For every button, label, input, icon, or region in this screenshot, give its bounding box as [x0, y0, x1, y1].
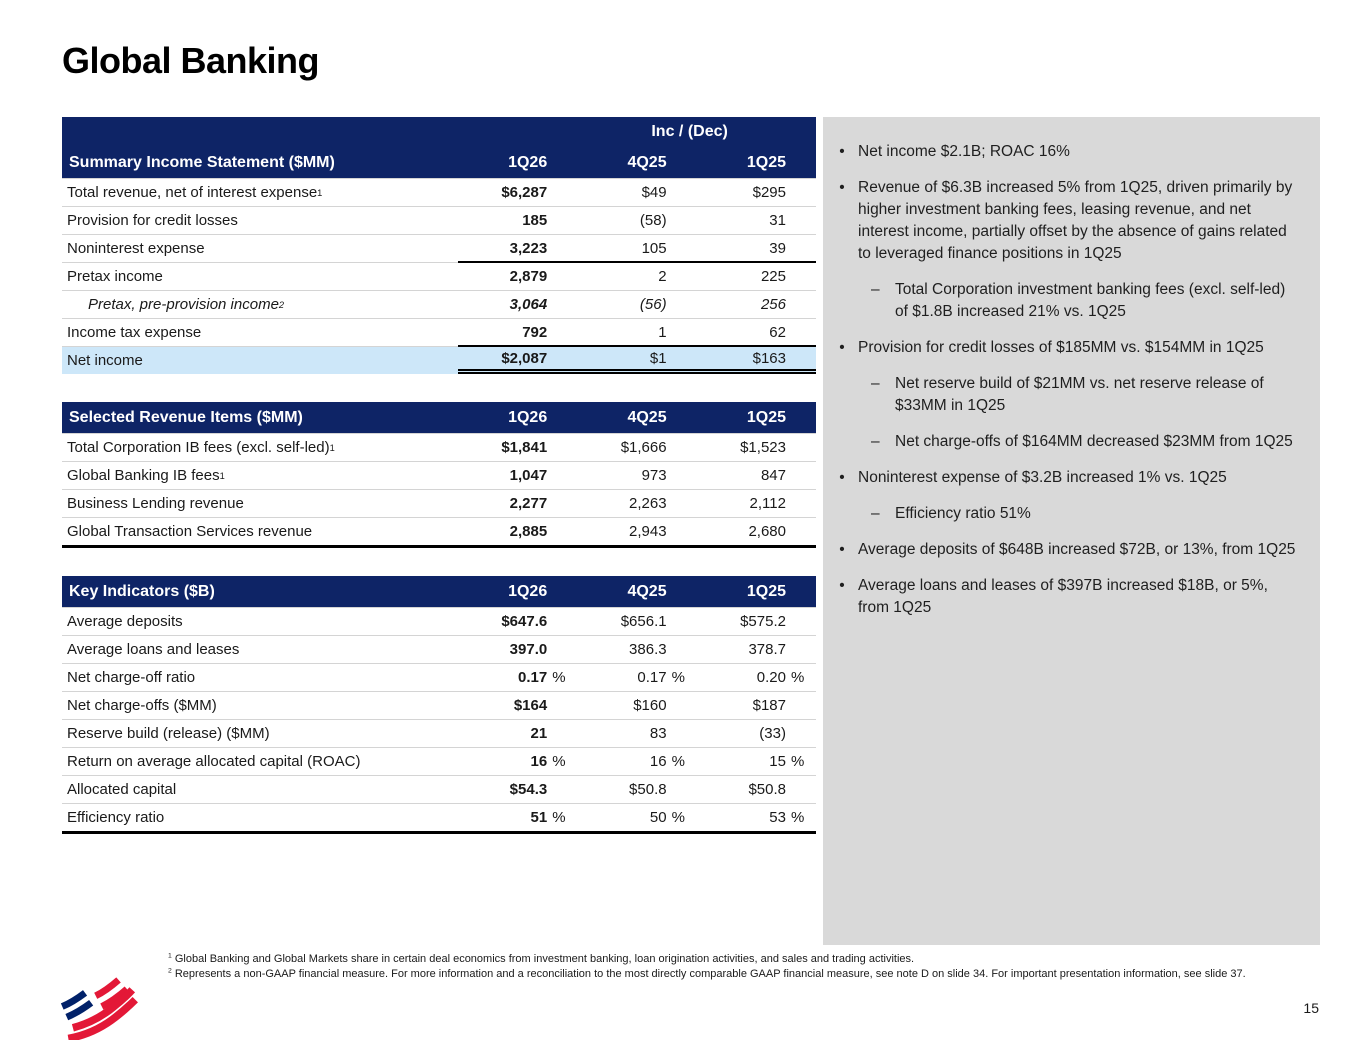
table-row	[62, 346, 816, 374]
row-label-text: Net income	[67, 352, 143, 369]
cell-value-text: 39	[769, 239, 786, 257]
row-label	[62, 804, 458, 831]
content-area	[62, 117, 1320, 945]
row-values	[458, 235, 816, 263]
cell-value-text: (58)	[639, 212, 667, 229]
sub-bullet-text: Net reserve build of $21MM vs. net reserve release of $33MM in 1Q25	[895, 375, 1264, 414]
footnote-line	[168, 952, 1246, 967]
row-label: Pretax, pre-provision income 2	[88, 296, 285, 313]
row-values	[458, 462, 816, 489]
cell-value	[458, 495, 577, 512]
row-values	[458, 263, 816, 290]
column-header-label: 4Q25	[627, 153, 667, 171]
cell-value-text: 973	[641, 467, 667, 484]
header-nums	[458, 409, 816, 427]
cell-value	[577, 324, 696, 341]
column-header-row	[62, 147, 816, 178]
cell-value	[577, 725, 696, 742]
row-values	[458, 490, 816, 517]
cell-value-text: $647.6	[501, 613, 548, 630]
row-values	[458, 434, 816, 461]
row-label-text: Average loans and leases	[67, 641, 240, 658]
row-values	[458, 291, 816, 318]
row-label-text: Noninterest expense	[67, 240, 205, 257]
row-values	[458, 664, 816, 691]
cell-value	[458, 781, 577, 798]
cell-value	[577, 697, 696, 714]
cell-value-text: 0.20	[756, 669, 786, 686]
row-values	[458, 720, 816, 747]
cell-value	[577, 184, 696, 201]
percent-sign: %	[671, 669, 685, 686]
cell-value	[458, 697, 577, 714]
cell-value	[697, 184, 816, 201]
sub-bullet-item	[871, 503, 1300, 525]
cell-value-text: $164	[513, 697, 548, 714]
cell-value-text: $2,087	[501, 349, 548, 367]
cell-value	[577, 495, 696, 512]
cell-value-text: $160	[633, 697, 667, 714]
table-row	[62, 635, 816, 663]
cell-value	[577, 467, 696, 484]
table-row	[62, 691, 816, 719]
row-label-text: Average deposits	[67, 613, 183, 630]
table-title: Summary Income Statement ($MM)	[69, 153, 335, 171]
cell-value	[697, 697, 816, 714]
cell-value-text: 3,064	[509, 296, 548, 313]
header-nums	[458, 583, 816, 601]
cell-value-text: 53	[769, 809, 786, 826]
bullet-item	[837, 141, 1300, 163]
table-row	[62, 318, 816, 346]
selected-revenue-items	[62, 402, 816, 548]
cell-value-text: $50.8	[748, 781, 786, 798]
row-label-text: Provision for credit losses	[67, 212, 238, 229]
column-header-label: 1Q26	[508, 582, 548, 600]
sub-bullet-item	[871, 373, 1300, 417]
row-values	[458, 179, 816, 206]
bullet-item	[837, 539, 1300, 561]
row-label	[62, 776, 458, 803]
cell-value	[697, 781, 816, 798]
bullet-text: Average loans and leases of $397B increased $18B, or 5%, from 1Q25	[858, 577, 1268, 616]
cell-value-text: 16	[649, 753, 667, 770]
column-header-label: 1Q26	[508, 153, 548, 171]
percent-sign: %	[790, 753, 805, 770]
cell-value-text: 0.17	[518, 669, 548, 686]
cell-value	[458, 809, 577, 826]
cell-value	[577, 613, 696, 630]
cell-value-text: 2	[658, 268, 667, 285]
bullet-marker: •	[839, 469, 845, 486]
cell-value-text: 51	[530, 809, 548, 826]
row-label-text: Efficiency ratio	[67, 809, 165, 826]
cell-value-text: 16	[530, 753, 548, 770]
cell-value-text: 397.0	[509, 641, 548, 658]
cell-value	[697, 240, 816, 257]
row-label	[62, 720, 458, 747]
cell-value	[458, 184, 577, 201]
table-row	[62, 719, 816, 747]
column-header-label: 1Q25	[746, 582, 786, 600]
cell-value	[577, 669, 696, 686]
cell-value-text: $295	[752, 184, 786, 201]
footnote-text: Global Banking and Global Markets share in certain deal economics from investment banking, loan origination activities, and sales and trading activities.	[174, 953, 915, 965]
cell-value-text: 256	[760, 296, 786, 313]
row-label-text: Business Lending revenue	[67, 495, 244, 512]
row-label: Global Banking IB fees 1	[67, 467, 225, 484]
row-label	[62, 636, 458, 663]
table-row	[62, 234, 816, 262]
footnote-number: 2	[168, 967, 172, 975]
cell-value	[577, 350, 696, 367]
cell-value-text: 83	[649, 725, 667, 742]
summary-income-statement	[62, 117, 816, 374]
table-row	[62, 178, 816, 206]
bullet-text: Provision for credit losses of $185MM vs. $154MM in 1Q25	[858, 339, 1264, 356]
row-label-text: Net charge-off ratio	[67, 669, 196, 686]
bullet-marker: •	[839, 577, 845, 594]
cell-value	[458, 613, 577, 630]
row-label-text: Reserve build (release) ($MM)	[67, 725, 270, 742]
header-nums	[458, 123, 816, 141]
row-label	[62, 608, 458, 635]
row-label	[62, 664, 458, 691]
cell-value-text: 62	[769, 323, 786, 341]
footnotes	[168, 952, 1246, 982]
sub-bullet-item	[871, 431, 1300, 453]
cell-value	[697, 523, 816, 540]
row-values	[458, 776, 816, 803]
cell-value-text: $54.3	[509, 781, 548, 798]
bullet-item	[837, 177, 1300, 265]
cell-value	[697, 467, 816, 484]
row-label-text: Net charge-offs ($MM)	[67, 697, 217, 714]
dash-marker: –	[871, 505, 880, 522]
inc-dec-label: Inc / (Dec)	[651, 123, 728, 140]
row-label	[62, 748, 458, 775]
cell-value	[697, 753, 816, 770]
table-row	[62, 461, 816, 489]
cell-value-text: (33)	[759, 725, 786, 742]
column-header-label: 1Q25	[746, 408, 786, 426]
cell-value-text: $1	[649, 349, 667, 367]
cell-value	[697, 809, 816, 826]
cell-value	[697, 350, 816, 367]
row-label-text: Global Banking IB fees	[67, 467, 220, 484]
percent-sign: %	[671, 809, 685, 826]
row-label	[62, 235, 458, 262]
cell-value-text: 21	[530, 725, 548, 742]
percent-sign: %	[552, 753, 566, 770]
highlights-panel	[823, 117, 1320, 945]
cell-value	[458, 725, 577, 742]
cell-value-text: $1,841	[501, 439, 548, 456]
table-header	[62, 576, 816, 607]
column-header	[697, 583, 816, 601]
bullet-marker: •	[839, 143, 845, 160]
column-header-row	[62, 576, 816, 607]
cell-value-text: 225	[760, 268, 786, 285]
cell-value-text: 2,112	[749, 495, 786, 512]
sub-bullet-text: Efficiency ratio 51%	[895, 505, 1031, 522]
cell-value-text: $575.2	[740, 613, 786, 630]
page-number: 15	[1303, 1000, 1319, 1016]
row-label-text: Global Transaction Services revenue	[67, 523, 313, 540]
dash-marker: –	[871, 433, 880, 450]
cell-value-text: 2,885	[509, 523, 548, 540]
row-label	[62, 692, 458, 719]
row-label	[62, 263, 458, 290]
table-row	[62, 290, 816, 318]
row-label	[62, 518, 458, 545]
cell-value-text: $49	[641, 184, 667, 201]
row-label-text: Income tax expense	[67, 324, 202, 341]
column-header-label: 1Q26	[508, 408, 548, 426]
column-header	[458, 154, 577, 172]
column-header	[697, 154, 816, 172]
cell-value	[577, 641, 696, 658]
table-row	[62, 747, 816, 775]
table-row	[62, 517, 816, 545]
cell-value-text: (56)	[639, 296, 667, 313]
bullet-item	[837, 467, 1300, 489]
row-values	[458, 636, 816, 663]
tables-column	[62, 117, 816, 945]
row-label: Total Corporation IB fees (excl. self-led) 1	[67, 439, 335, 456]
percent-sign: %	[671, 753, 685, 770]
cell-value	[577, 753, 696, 770]
bullet-text: Noninterest expense of $3.2B increased 1% vs. 1Q25	[858, 469, 1227, 486]
row-values	[458, 347, 816, 374]
row-label-text: Total revenue, net of interest expense	[67, 184, 318, 201]
footnote-line	[168, 967, 1246, 982]
row-values	[458, 518, 816, 545]
column-header	[577, 154, 696, 172]
percent-sign: %	[790, 669, 805, 686]
row-label	[62, 207, 458, 234]
dash-marker: –	[871, 281, 880, 298]
cell-value	[577, 268, 696, 285]
bullet-marker: •	[839, 541, 845, 558]
cell-value	[697, 495, 816, 512]
cell-value-text: 386.3	[629, 641, 667, 658]
cell-value-text: 31	[769, 212, 786, 229]
cell-value	[697, 439, 816, 456]
sub-bullet-item	[871, 279, 1300, 323]
column-header	[697, 409, 816, 427]
table-row	[62, 663, 816, 691]
cell-value	[697, 613, 816, 630]
cell-value-text: 2,943	[629, 523, 667, 540]
row-label	[62, 319, 458, 346]
column-header	[458, 583, 577, 601]
cell-value	[697, 641, 816, 658]
footnote-text: Represents a non-GAAP financial measure. For more information and a reconciliation to the most directly comparable GAAP financial measure, see note D on slide 34. For important presentation information, see slide 37.	[174, 968, 1246, 980]
row-label-text: Pretax, pre-provision income	[88, 296, 279, 313]
sub-bullet-text: Net charge-offs of $164MM decreased $23MM from 1Q25	[895, 433, 1293, 450]
column-header-row	[62, 402, 816, 433]
bullet-text: Net income $2.1B; ROAC 16%	[858, 143, 1070, 160]
cell-value	[577, 240, 696, 257]
cell-value	[697, 324, 816, 341]
column-header	[458, 409, 577, 427]
bullet-text: Revenue of $6.3B increased 5% from 1Q25, driven primarily by higher investment banking fees, leasing revenue, and net interest income, partially offset by the absence of gains related to leveraged finance positions in 1Q25	[858, 179, 1293, 262]
cell-value	[458, 240, 577, 257]
bullet-text: Average deposits of $648B increased $72B, or 13%, from 1Q25	[858, 541, 1296, 558]
cell-value	[458, 268, 577, 285]
cell-value-text: 50	[649, 809, 667, 826]
cell-value	[458, 296, 577, 313]
column-header	[577, 409, 696, 427]
cell-value	[577, 523, 696, 540]
bullet-item	[837, 575, 1300, 619]
row-values	[458, 319, 816, 347]
cell-value-text: 378.7	[748, 641, 786, 658]
table-row	[62, 489, 816, 517]
row-values	[458, 207, 816, 234]
inc-dec-header-row	[62, 117, 816, 147]
percent-sign: %	[790, 809, 805, 826]
row-values	[458, 804, 816, 831]
dash-marker: –	[871, 375, 880, 392]
table-title: Selected Revenue Items ($MM)	[69, 408, 303, 426]
cell-value	[458, 669, 577, 686]
cell-value	[577, 439, 696, 456]
cell-value-text: 3,223	[509, 239, 548, 257]
cell-value-text: $656.1	[620, 613, 667, 630]
row-label	[62, 347, 458, 374]
row-values	[458, 748, 816, 775]
table-title: Key Indicators ($B)	[69, 582, 215, 600]
cell-value	[458, 523, 577, 540]
cell-value-text: $50.8	[629, 781, 667, 798]
cell-value-text: 15	[769, 753, 786, 770]
cell-value-text: 847	[760, 467, 786, 484]
cell-value-text: $6,287	[501, 184, 548, 201]
cell-value-text: 185	[522, 212, 548, 229]
cell-value-text: $187	[752, 697, 786, 714]
percent-sign: %	[552, 809, 566, 826]
bullet-item	[837, 337, 1300, 359]
column-header-label: 4Q25	[627, 408, 667, 426]
table-header	[62, 402, 816, 433]
key-indicators	[62, 576, 816, 834]
cell-value-text: 0.17	[637, 669, 667, 686]
cell-value-text: 2,263	[629, 495, 667, 512]
cell-value	[577, 212, 696, 229]
cell-value	[697, 268, 816, 285]
cell-value	[458, 467, 577, 484]
cell-value	[577, 781, 696, 798]
cell-value	[697, 725, 816, 742]
row-label-text: Total Corporation IB fees (excl. self-led)	[67, 439, 330, 456]
row-values	[458, 608, 816, 635]
row-values	[458, 692, 816, 719]
column-header-label: 4Q25	[627, 582, 667, 600]
cell-value-text: 1,047	[509, 467, 548, 484]
cell-value-text: $1,666	[620, 439, 667, 456]
table-row	[62, 262, 816, 290]
cell-value-text: $1,523	[740, 439, 786, 456]
cell-value-text: 2,680	[748, 523, 786, 540]
row-label-text: Return on average allocated capital (ROAC)	[67, 753, 361, 770]
cell-value	[697, 669, 816, 686]
footnote-number: 1	[168, 952, 172, 960]
page-title: Global Banking	[62, 40, 320, 81]
row-label: Total revenue, net of interest expense 1	[67, 184, 323, 201]
bullet-marker: •	[839, 339, 845, 356]
cell-value	[458, 324, 577, 341]
bank-of-america-logo	[56, 970, 140, 1040]
table-header	[62, 117, 816, 178]
row-label-text: Allocated capital	[67, 781, 177, 798]
row-label-text: Pretax income	[67, 268, 163, 285]
bullet-marker: •	[839, 179, 845, 196]
cell-value	[577, 296, 696, 313]
table-row	[62, 206, 816, 234]
table-row	[62, 607, 816, 635]
cell-value	[697, 296, 816, 313]
sub-bullet-text: Total Corporation investment banking fees (excl. self-led) of $1.8B increased 21% vs. 1Q25	[895, 281, 1286, 320]
cell-value	[458, 350, 577, 367]
percent-sign: %	[552, 669, 566, 686]
table-row	[62, 803, 816, 831]
table-row	[62, 433, 816, 461]
cell-value-text: 2,277	[509, 495, 548, 512]
cell-value	[577, 809, 696, 826]
table-row	[62, 775, 816, 803]
cell-value-text: 1	[658, 323, 667, 341]
cell-value	[458, 212, 577, 229]
column-header-label: 1Q25	[746, 153, 786, 171]
cell-value-text: $163	[752, 349, 786, 367]
cell-value	[458, 439, 577, 456]
row-label	[62, 490, 458, 517]
header-nums	[458, 154, 816, 172]
cell-value-text: 105	[641, 239, 667, 257]
cell-value-text: 2,879	[509, 268, 548, 285]
cell-value-text: 792	[522, 323, 548, 341]
cell-value	[458, 641, 577, 658]
column-header	[577, 583, 696, 601]
cell-value	[697, 212, 816, 229]
cell-value	[458, 753, 577, 770]
